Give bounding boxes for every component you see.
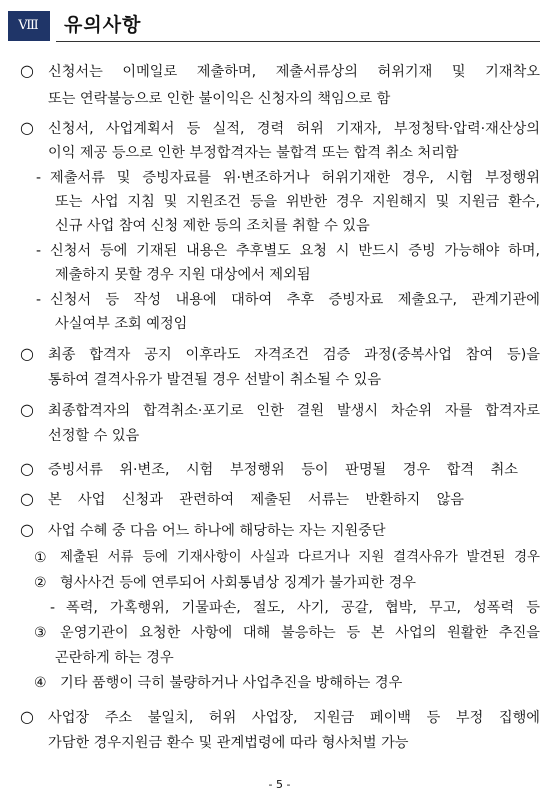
suspension-item-2-examples: 폭력, 가혹행위, 기물파손, 절도, 사기, 공갈, 협박, 무고, 성폭력 등: [66, 600, 540, 616]
notice-6-line-1: 본 사업 신청과 관련하여 제출된 서류는 반환하지 않음: [48, 492, 464, 508]
notice-2-line-1: 신청서, 사업계획서 등 실적, 경력 허위 기재자, 부정청탁·압력·재산상의: [48, 121, 540, 137]
section-number: Ⅷ: [8, 11, 50, 41]
notice-3-line-2: 통하여 결격사유가 발견될 경우 선발이 취소될 수 있음: [48, 372, 382, 388]
sub-item-1-line-1: 제출서류 및 증빙자료를 위·변조하거나 허위기재한 경우, 시험 부정행위: [50, 170, 540, 186]
notice-4-line-2: 선정할 수 있음: [48, 428, 140, 444]
page-number: - 5 -: [268, 778, 291, 791]
notice-5-line-1: 증빙서류 위·변조, 시험 부정행위 등이 판명될 경우 합격 취소: [48, 462, 518, 478]
bullet-circle-icon: ○: [20, 61, 34, 80]
dash-bullet: -: [50, 600, 56, 616]
dash-bullet: -: [36, 292, 42, 308]
notice-1-line-1: 신청서는 이메일로 제출하며, 제출서류상의 허위기재 및 기재착오: [48, 64, 540, 80]
notice-1-line-2: 또는 연락불능으로 인한 불이익은 신청자의 책임으로 함: [48, 91, 391, 107]
dash-bullet: -: [36, 243, 42, 259]
sub-item-1-line-3: 신규 사업 참여 신청 제한 등의 조치를 취할 수 있음: [55, 218, 370, 234]
sub-item-1-line-2: 또는 사업 지침 및 지원조건 등을 위반한 경우 지원해지 및 지원금 환수,: [55, 194, 540, 210]
bullet-circle-icon: ○: [20, 489, 34, 508]
bullet-circle-icon: ○: [20, 344, 34, 363]
suspension-item-1: 제출된 서류 등에 기재사항이 사실과 다르거나 지원 결격사유가 발견된 경우: [60, 550, 540, 565]
sub-item-3-line-1: 신청서 등 작성 내용에 대하여 추후 증빙자료 제출요구, 관계기관에: [50, 292, 540, 308]
section-divider: [56, 41, 540, 42]
circled-number-4: ④: [34, 675, 47, 691]
notice-7-line-1: 사업 수혜 중 다음 어느 하나에 해당하는 자는 지원중단: [48, 523, 386, 539]
notice-8-line-2: 가담한 경우지원금 환수 및 관계법령에 따라 형사처벌 가능: [48, 735, 409, 751]
section-header: [8, 8, 540, 42]
bullet-circle-icon: ○: [20, 459, 34, 478]
dash-bullet: -: [36, 170, 42, 186]
bullet-circle-icon: ○: [20, 707, 34, 726]
bullet-circle-icon: ○: [20, 520, 34, 539]
sub-item-2-line-2: 제출하지 못할 경우 지원 대상에서 제외됨: [55, 267, 311, 283]
section-title: 유의사항: [64, 14, 142, 36]
suspension-item-3-line-1: 운영기관이 요청한 사항에 대해 불응하는 등 본 사업의 원활한 추진을: [60, 625, 540, 641]
sub-item-3-line-2: 사실여부 조회 예정임: [55, 316, 188, 332]
circled-number-2: ②: [34, 575, 47, 591]
bullet-circle-icon: ○: [20, 400, 34, 419]
suspension-item-4: 기타 품행이 극히 불량하거나 사업추진을 방해하는 경우: [60, 675, 403, 691]
notice-8-line-1: 사업장 주소 불일치, 허위 사업장, 지원금 페이백 등 부정 집행에: [48, 710, 540, 726]
suspension-item-2: 형사사건 등에 연루되어 사회통념상 징계가 불가피한 경우: [60, 575, 416, 591]
notice-3-line-1: 최종 합격자 공지 이후라도 자격조건 검증 과정(중복사업 참여 등)을: [48, 347, 540, 363]
bullet-circle-icon: ○: [20, 118, 34, 137]
notice-4-line-1: 최종합격자의 합격취소·포기로 인한 결원 발생시 차순위 자를 합격자로: [48, 403, 540, 419]
notice-2-line-2: 이익 제공 등으로 인한 부정합격자는 불합격 또는 합격 취소 처리함: [48, 145, 459, 161]
circled-number-1: ①: [34, 550, 47, 566]
suspension-item-3-line-2: 곤란하게 하는 경우: [55, 650, 174, 666]
sub-item-2-line-1: 신청서 등에 기재된 내용은 추후별도 요청 시 반드시 증빙 가능해야 하며,: [50, 243, 540, 259]
circled-number-3: ③: [34, 625, 47, 641]
